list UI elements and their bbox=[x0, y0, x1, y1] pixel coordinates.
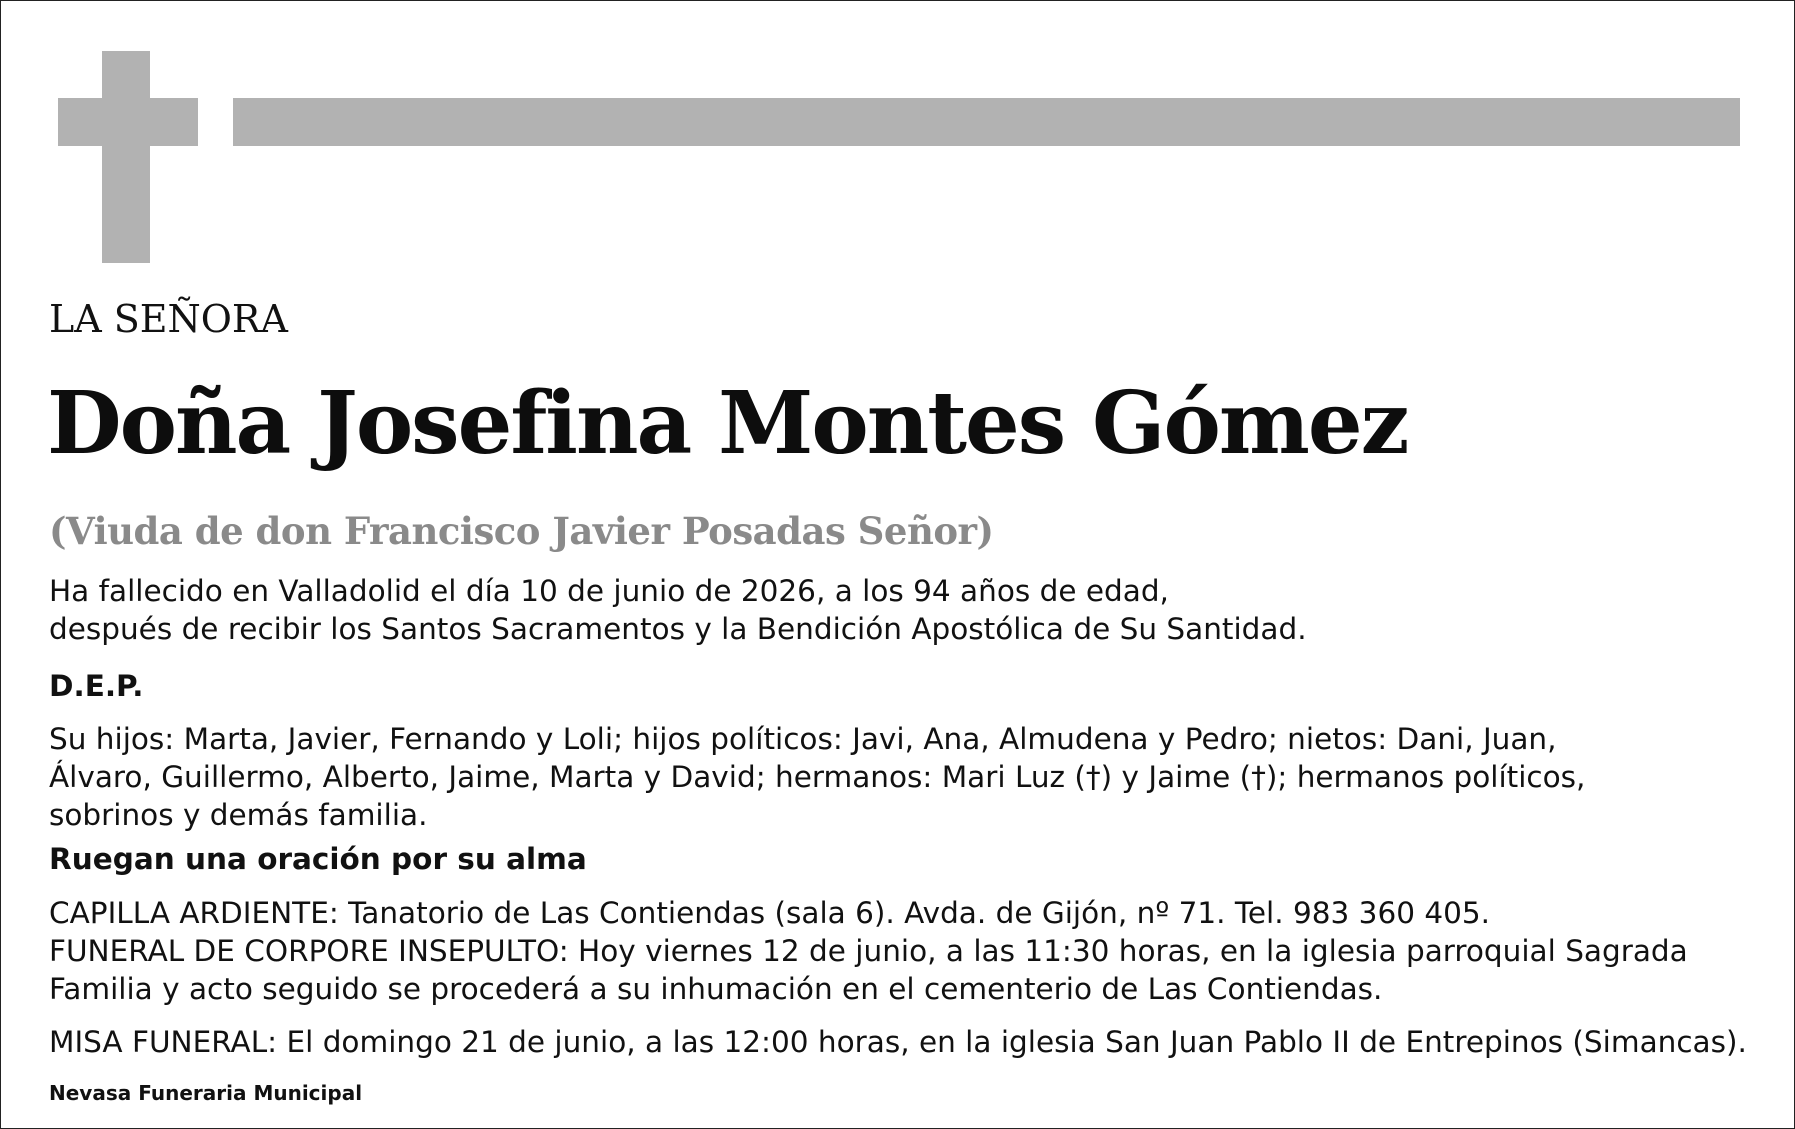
death-notice-line: después de recibir los Santos Sacramentos y la Bendición Apostólica de Su Santidad. bbox=[49, 612, 1307, 646]
chapel-info: CAPILLA ARDIENTE: Tanatorio de Las Contiendas (sala 6). Avda. de Gijón, nº 71. Tel. 983 360 405. bbox=[49, 896, 1491, 930]
cross-horizontal-beam bbox=[58, 98, 198, 146]
title-prefix: LA SEÑORA bbox=[49, 297, 288, 341]
funeral-home: Nevasa Funeraria Municipal bbox=[49, 1081, 363, 1105]
family-line: sobrinos y demás familia. bbox=[49, 798, 428, 832]
family-list bbox=[49, 720, 1585, 834]
widow-of: (Viuda de don Francisco Javier Posadas Señor) bbox=[49, 509, 994, 553]
family-line: Álvaro, Guillermo, Alberto, Jaime, Marta y David; hermanos: Mari Luz (†) y Jaime (†); hermanos políticos, bbox=[49, 760, 1586, 794]
prayer-request: Ruegan una oración por su alma bbox=[49, 842, 587, 876]
header-bar bbox=[233, 98, 1740, 146]
funeral-info-line: FUNERAL DE CORPORE INSEPULTO: Hoy viernes 12 de junio, a las 11:30 horas, en la iglesia parroquial Sagrada bbox=[49, 934, 1688, 968]
cross-vertical-beam bbox=[102, 51, 150, 263]
mass-info: MISA FUNERAL: El domingo 21 de junio, a las 12:00 horas, en la iglesia San Juan Pablo II de Entrepinos (Simancas). bbox=[49, 1025, 1747, 1059]
death-notice-line: Ha fallecido en Valladolid el día 10 de junio de 2026, a los 94 años de edad, bbox=[49, 574, 1169, 608]
rip-text: D.E.P. bbox=[49, 669, 144, 703]
services bbox=[49, 894, 1688, 1008]
family-line: Su hijos: Marta, Javier, Fernando y Loli; hijos políticos: Javi, Ana, Almudena y Pedro; nietos: Dani, Juan, bbox=[49, 722, 1557, 756]
deceased-name: Doña Josefina Montes Gómez bbox=[47, 373, 1408, 474]
death-notice bbox=[49, 572, 1307, 648]
funeral-info-line: Familia y acto seguido se procederá a su inhumación en el cementerio de Las Contiendas. bbox=[49, 972, 1383, 1006]
